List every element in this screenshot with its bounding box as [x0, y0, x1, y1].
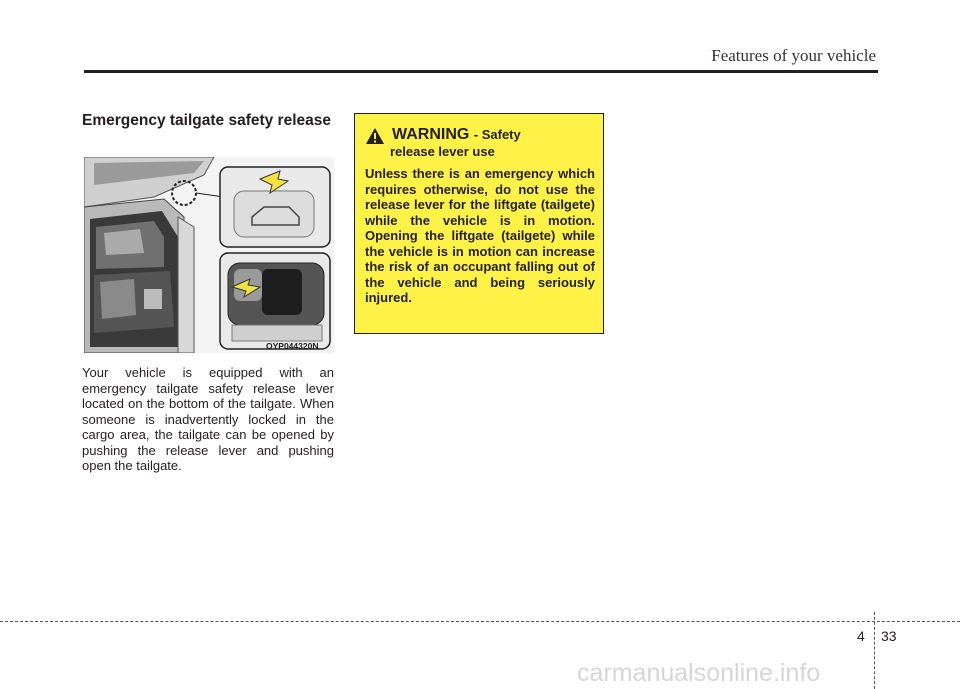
chapter-number: 4: [857, 628, 865, 644]
page-number: 33: [881, 628, 897, 644]
header-rule: [84, 70, 878, 73]
tailgate-release-illustration: [84, 157, 334, 353]
warning-subtitle-line2: release lever use: [390, 144, 495, 159]
warning-header: [365, 126, 595, 145]
warning-triangle-icon: [365, 127, 385, 145]
header-title: Features of your vehicle: [711, 46, 876, 65]
watermark: carmanualsonline.info: [577, 659, 821, 687]
footer-divider: [874, 612, 875, 689]
tailgate-cargo-illustration: [84, 157, 334, 353]
section-heading: Emergency tailgate safety release: [82, 112, 331, 129]
warning-body: Unless there is an emergency which requires otherwise, do not use the release lever for the liftgate (tailgete) while the vehicle is in motion. Opening the liftgate (tailgete) while the vehicle is in motion can increase the risk of an occupant falling out of the vehicle and being seriously injured.: [365, 166, 595, 305]
warning-subtitle-line1: - Safety: [473, 127, 521, 142]
warning-box: [354, 113, 604, 334]
footer-rule: [0, 621, 960, 622]
body-paragraph: Your vehicle is equipped with an emergency tailgate safety release lever located on the bottom of the tailgate. When someone is inadvertently locked in the cargo area, the tailgate can be opened by pushing the release lever and pushing open the tailgate.: [82, 365, 334, 473]
warning-title: WARNING: [392, 126, 470, 143]
figure-code: OYP044320N: [266, 341, 319, 351]
